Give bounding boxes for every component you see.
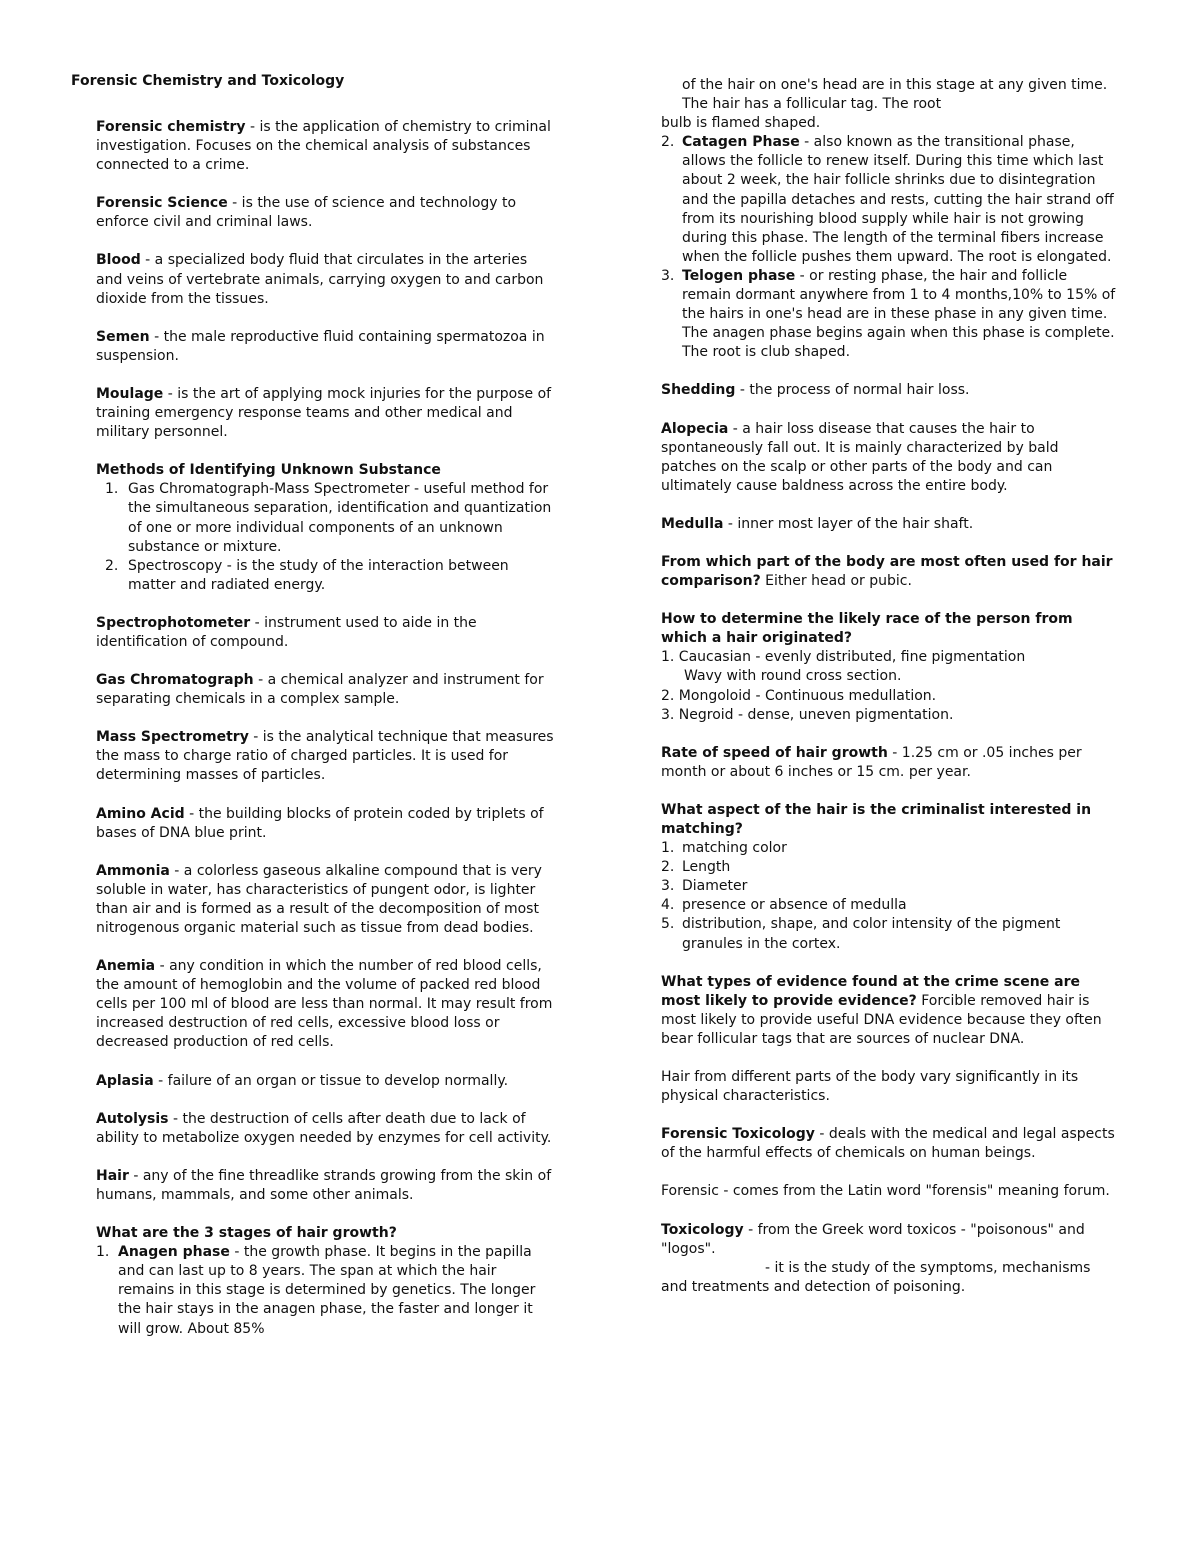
- list-item: 1. Anagen phase - the growth phase. It begins in the papilla and can last up to 8 years. The span at which the hair remains in this stage is determined by genetics. The longer the hair stays in the anagen phase, the faster and longer it will grow. About 85%: [96, 1244, 536, 1337]
- question-body-part: From which part of the body are most often used for hair comparison? Either head or pubic.: [661, 553, 1113, 590]
- methods-heading: Methods of Identifying Unknown Substance: [96, 462, 441, 479]
- definition-mass-spectrometry: Mass Spectrometry - is the analytical technique that measures the mass to charge ratio of charged particles. It is used for determining masses of particles.: [96, 729, 554, 784]
- anagen-continuation-tail: bulb is flamed shaped.: [661, 115, 821, 132]
- list-item: 4. presence or absence of medulla: [661, 897, 907, 914]
- hair-stages-heading: What are the 3 stages of hair growth?: [96, 1225, 397, 1242]
- definition-shedding: Shedding - the process of normal hair loss.: [661, 382, 970, 399]
- anagen-continuation: of the hair on one's head are in this stage at any given time. The hair has a follicular tag. The root: [682, 77, 1108, 113]
- list-item: 3. Diameter: [661, 878, 748, 895]
- race-item-2: 2. Mongoloid - Continuous medullation.: [661, 687, 937, 704]
- list-item: 3. Telogen phase - or resting phase, the hair and follicle remain dormant anywhere from 1 to 4 months,10% to 15% of the hairs in one's head are in these phase in any given time. The anagen phase begins again when this phase is complete. The root is club shaped.: [661, 267, 1116, 361]
- definition-toxicology-continued: - it is the study of the symptoms, mechanisms and treatments and detection of poisoning.: [661, 1259, 1091, 1295]
- definition-anemia: Anemia - any condition in which the number of red blood cells, the amount of hemoglobin and the volume of packed red blood cells per 100 ml of blood are less than normal. It may result from increased destruction of red cells, excessive blood loss or decreased production of red cells.: [96, 958, 553, 1051]
- hair-parts-note: Hair from different parts of the body vary significantly in its physical characteristics.: [661, 1069, 1079, 1105]
- question-aspect: What aspect of the hair is the criminalist interested in matching?: [661, 801, 1092, 837]
- race-item-1-detail: Wavy with round cross section.: [684, 668, 902, 685]
- definition-medulla: Medulla - inner most layer of the hair shaft.: [661, 515, 974, 532]
- list-item: 2. Length: [661, 859, 731, 876]
- list-item: 2. Spectroscopy - is the study of the interaction between matter and radiated energy.: [105, 557, 509, 593]
- list-item: 5. distribution, shape, and color intensity of the pigment granules in the cortex.: [661, 916, 1061, 952]
- definition-forensic-science: Forensic Science - is the use of science and technology to enforce civil and criminal laws.: [96, 195, 517, 231]
- document-title: Forensic Chemistry and Toxicology: [71, 73, 345, 89]
- aspect-list: [661, 839, 1117, 954]
- forensic-word-origin: Forensic - comes from the Latin word "forensis" meaning forum.: [661, 1183, 1110, 1200]
- definition-aplasia: Aplasia - failure of an organ or tissue to develop normally.: [96, 1072, 509, 1089]
- race-item-1: 1. Caucasian - evenly distributed, fine pigmentation: [661, 649, 1026, 666]
- definition-autolysis: Autolysis - the destruction of cells after death due to lack of ability to metabolize oxygen needed by enzymes for cell activity.: [96, 1110, 552, 1146]
- race-item-3: 3. Negroid - dense, uneven pigmentation.: [661, 706, 954, 723]
- rate-of-hair-growth: Rate of speed of hair growth - 1.25 cm or .05 inches per month or about 6 inches or 15 cm. per year.: [661, 744, 1082, 780]
- definition-forensic-toxicology: Forensic Toxicology - deals with the medical and legal aspects of the harmful effects of chemicals on human beings.: [661, 1126, 1115, 1162]
- definition-spectrophotometer: Spectrophotometer - instrument used to aide in the identification of compound.: [96, 614, 477, 650]
- list-item: 1. Gas Chromatograph-Mass Spectrometer - useful method for the simultaneous separation, identification and quantization of one or more individual components of an unknown substance or mixture.: [105, 481, 552, 555]
- question-evidence: What types of evidence found at the crime scene are most likely to provide evidence? Forcible removed hair is most likely to provide useful DNA evidence because they often bear follicular tags that are sources of nuclear DNA.: [661, 973, 1102, 1047]
- list-item: 1. matching color: [661, 840, 787, 857]
- definition-ammonia: Ammonia - a colorless gaseous alkaline compound that is very soluble in water, has characteristics of pungent odor, is lighter than air and is formed as a result of the decomposition of most nitrogenous organic material such as tissue from dead bodies.: [96, 862, 542, 936]
- definition-alopecia: Alopecia - a hair loss disease that causes the hair to spontaneously fall out. It is mainly characterized by bald patches on the scalp or other parts of the body and can ultimately cause baldness across the entire body.: [661, 420, 1059, 494]
- definition-gas-chromatograph: Gas Chromatograph - a chemical analyzer and instrument for separating chemicals in a complex sample.: [96, 672, 544, 708]
- definition-semen: Semen - the male reproductive fluid containing spermatozoa in suspension.: [96, 328, 545, 364]
- question-race: How to determine the likely race of the person from which a hair originated?: [661, 611, 1073, 647]
- definition-moulage: Moulage - is the art of applying mock injuries for the purpose of training emergency response teams and other medical and military personnel.: [96, 385, 552, 441]
- methods-list: [96, 480, 556, 595]
- left-column: [96, 118, 556, 1339]
- list-item: 2. Catagen Phase - also known as the transitional phase, allows the follicle to renew itself. During this time which last about 2 week, the hair follicle shrinks due to disintegration and the papilla detaches and rests, cutting the hair strand off from its nourishing blood supply while hair is not growing during this phase. The length of the terminal fibers increase when the follicle pushes them upward. The root is elongated.: [661, 134, 1114, 265]
- hair-stages-list: [96, 1243, 556, 1338]
- definition-blood: Blood - a specialized body fluid that circulates in the arteries and veins of vertebrate animals, carrying oxygen to and carbon dioxide from the tissues.: [96, 252, 544, 307]
- definition-toxicology: Toxicology - from the Greek word toxicos - "poisonous" and "logos".: [661, 1221, 1085, 1257]
- hair-stages-list-continued: [661, 133, 1117, 362]
- definition-amino-acid: Amino Acid - the building blocks of protein coded by triplets of bases of DNA blue print.: [96, 805, 544, 841]
- right-column: [661, 76, 1117, 1297]
- definition-hair: Hair - any of the fine threadlike strands growing from the skin of humans, mammals, and some other animals.: [96, 1167, 552, 1203]
- definition-forensic-chemistry: Forensic chemistry - is the application of chemistry to criminal investigation. Focuses on the chemical analysis of substances connected to a crime.: [96, 119, 551, 174]
